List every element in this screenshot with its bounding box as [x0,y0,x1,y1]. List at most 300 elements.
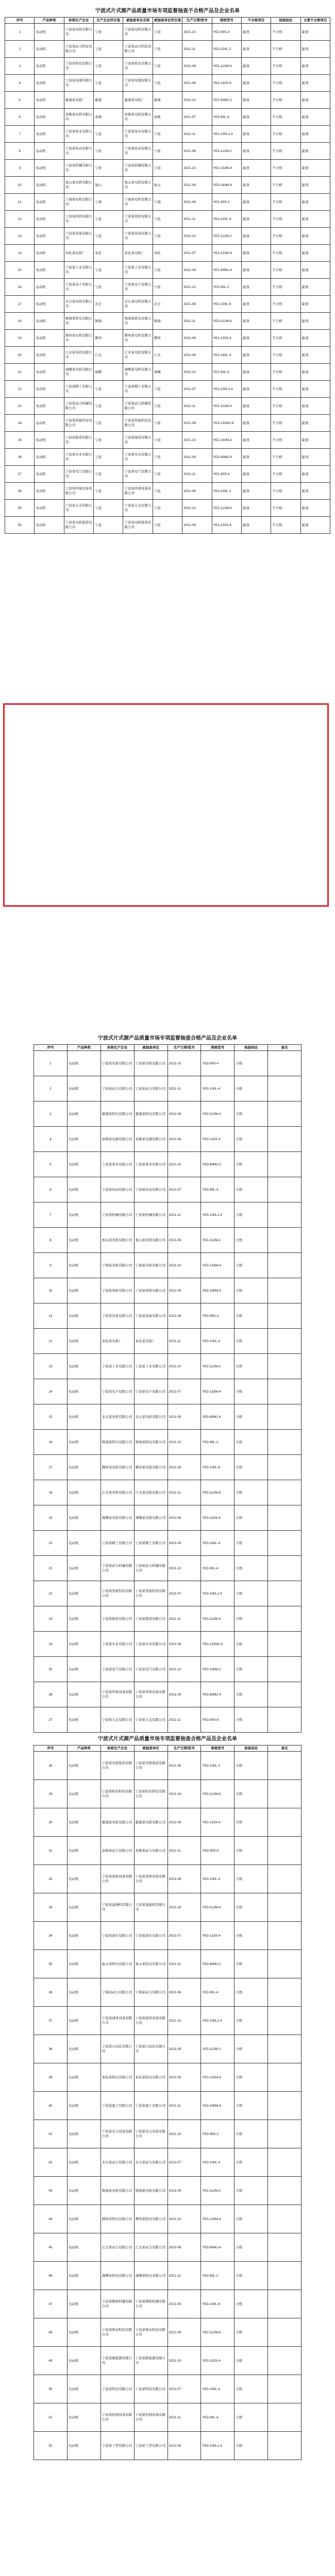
table-cell: 不合格 [271,415,300,432]
table-cell: 15 [5,262,35,279]
table-cell: 不合格 [271,279,300,296]
table-cell: 6 [34,1177,68,1202]
table-cell: YE2-90S-4 [212,24,241,41]
table-cell: 电动机 [67,2233,100,2262]
table-cell: YE3-90S-6 [201,1707,234,1733]
table-cell: 电动机 [67,1278,100,1303]
table-row [34,2318,301,2347]
table-cell: 2021-06 [167,1752,201,1780]
table-cell: 奉化 [94,245,123,262]
table-cell [268,2318,301,2347]
table-cell: 45 [34,2233,68,2262]
table-cell: YE3-132S-4 [201,1127,234,1152]
table-cell: 2021-10 [167,1253,201,1278]
table-cell: 不合格 [271,92,300,109]
table-cell: 象山某电机有限公司 [134,1228,167,1253]
table-cell: 余姚 [94,109,123,126]
table-cell: 电动机 [67,2432,100,2460]
table-cell: 2021-10 [182,160,212,177]
table-cell [268,2035,301,2063]
table-row [5,347,330,364]
table-cell: 2021-09 [167,1404,201,1430]
table-cell: 14 [34,1379,68,1404]
table-cell [268,2262,301,2290]
table-cell: 宁波某电机有限公司 [64,24,93,41]
table-cell: 26 [34,1682,68,1707]
table-cell: 宁波某重工有限公司 [134,2092,167,2120]
table-cell: 合格 [234,2035,268,2063]
table-cell: 宁波某精工有限公司 [64,381,93,398]
table-cell: 宁波某减速机有限公司 [100,1893,134,1922]
table-cell: YE3-90S-2 [201,1303,234,1329]
table-cell: 电动机 [67,1707,100,1733]
table-cell: 2021-08 [182,194,212,211]
table-cell: 宁波某精工有限公司 [100,1531,134,1556]
table-cell: YE3-100L1-4 [201,1202,234,1228]
table-row [5,466,330,483]
table-cell: 不合格 [271,211,300,228]
table-cell: 宁波某环保设备有限公司 [64,483,93,500]
table-cell: 宁波某驱动科技有限公司 [100,2318,134,2347]
table-cell: 电动机 [35,58,64,75]
table-row [34,1076,301,1101]
table-cell: YE3-112M-2 [201,2035,234,2063]
table-cell: 宁波某泵业有限公司 [134,1152,167,1177]
table-cell: 8 [5,143,35,160]
table-cell: 电动机 [67,1978,100,2007]
table-row [34,1051,301,1076]
table-cell: 1 [5,24,35,41]
table-cell: 宁波某电机制造有限公司 [134,1752,167,1780]
table-cell: 能效 [300,194,330,211]
table-cell: 北仑 [94,296,123,313]
table-cell: 电动机 [67,1780,100,1808]
table-cell: 能效 [241,500,271,517]
table-cell: 余姚 [153,109,182,126]
table-row [5,517,330,534]
table-cell: 宁波 [94,75,123,92]
table-row [34,1430,301,1455]
table-cell: 12 [5,211,35,228]
column-header: 被抽查单位 [134,1745,167,1752]
table-cell: 32 [34,1865,68,1893]
table-cell [268,1978,301,2007]
table-cell: YE2-100L1-4 [212,126,241,143]
table-cell: 2021-09 [167,1101,201,1127]
table-cell: 能效 [300,262,330,279]
table-cell: 2021-10 [167,1430,201,1455]
table-cell: 宁波某电子有限公司 [100,1379,134,1404]
table-row [34,2375,301,2403]
table-cell: 宁波某五金有限公司 [123,500,153,517]
table-cell: 宁波某电机有限公司 [123,24,153,41]
column-header: 备注 [268,1745,301,1752]
table-cell: 宁波某减速机有限公司 [134,1893,167,1922]
table-cell: 电动机 [35,330,64,347]
table-cell: 宁波某机电科技有限公司 [100,1780,134,1808]
table-cell: 能效 [300,313,330,330]
table-row [34,1379,301,1404]
table-cell [268,2375,301,2403]
table-cell: YE2-132S-4 [212,330,241,347]
table-row [34,2120,301,2148]
table-cell: 22 [34,1581,68,1606]
table-cell: 合格 [234,1354,268,1379]
table-cell: 2021-09 [182,449,212,466]
table-row [34,1657,301,1682]
table-cell [268,1657,301,1682]
table-cell: 北仑某电机有限公司 [64,296,93,313]
table-cell: 不合格 [271,177,300,194]
table-cell: 电动机 [67,1430,100,1455]
table-row [34,2403,301,2432]
section-qualified-2 [0,1731,335,2460]
table-cell: 2021-07 [167,1177,201,1202]
table-cell: 宁波某机械有限公司 [100,1202,134,1228]
table-cell: 2021-07 [167,1379,201,1404]
table-cell: 能效 [241,296,271,313]
table-cell: 宁波某控制设备有限公司 [100,2403,134,2432]
table-cell: 海曙某机电有限公司 [134,2262,167,2290]
table-cell: 宁波某电子有限公司 [134,1379,167,1404]
table-cell: 合格 [234,2063,268,2092]
table-cell: 能效 [241,517,271,534]
table-cell: 宁波某制造有限公司 [123,432,153,449]
table-cell: YE3-90L-4 [201,2403,234,2432]
table-row [34,2290,301,2318]
table-cell: 宁波某工贸有限公司 [100,2432,134,2460]
table-cell: 不合格 [271,245,300,262]
table-cell: 宁波 [153,228,182,245]
table-cell: 电动机 [35,194,64,211]
table-cell: YE3-100L1-4 [201,2007,234,2035]
table-row [34,2007,301,2035]
column-header: 被抽查单位 [134,1045,167,1051]
table-cell: 合格 [234,1707,268,1733]
table-cell: 宁波某动力机械有限公司 [100,1556,134,1581]
table-cell: 宁波 [94,449,123,466]
table-cell: 宁波某精工有限公司 [134,1531,167,1556]
table-cell: 电动机 [35,262,64,279]
table-cell [268,1101,301,1127]
table-cell: 慈溪某电机厂 [64,92,93,109]
table-cell: 慈溪某电机有限公司 [100,1808,134,1837]
table-cell: 43 [34,2177,68,2205]
table-cell: 27 [5,466,35,483]
table-cell: 电动机 [67,1581,100,1606]
table-cell: YE2-112M-4 [212,58,241,75]
table-cell: 不合格 [271,398,300,415]
table-cell: 电动机 [67,2318,100,2347]
table-cell: 15 [34,1404,68,1430]
table-row [34,1127,301,1152]
table-cell [268,1581,301,1606]
table-cell [268,1278,301,1303]
table-cell: 能效 [241,92,271,109]
table-cell: 合格 [234,1893,268,1922]
table-cell [268,2347,301,2375]
table-cell: YE3-132M-4 [201,1379,234,1404]
table-cell: 奉化某电机厂 [123,245,153,262]
table-cell [268,1893,301,1922]
table-cell: YE3-112M-2 [201,2177,234,2205]
table-cell: 电动机 [35,109,64,126]
table-cell: 奉化某电机厂 [134,1329,167,1354]
table-cell: 电动机 [35,160,64,177]
table-cell: 宁波某五金有限公司 [64,500,93,517]
table-cell: YE3-132M1-6 [201,1632,234,1657]
table-cell: 电动机 [67,2375,100,2403]
table-cell: 2021-10 [182,279,212,296]
table-cell: 2021-07 [167,1922,201,1950]
table-cell: 宁波 [153,262,182,279]
table-cell: YE3-100L-4 [201,1329,234,1354]
table-cell: 余姚某电机有限公司 [123,109,153,126]
table-cell: 北仑某动力有限公司 [100,2148,134,2177]
table-cell: 10 [5,177,35,194]
table-cell: 宁波 [94,211,123,228]
table-cell [268,1606,301,1632]
table-cell: 不合格 [271,109,300,126]
table-cell: 合格 [234,2290,268,2318]
table-cell [268,1556,301,1581]
table-cell: 电动机 [67,2120,100,2148]
table-cell: 46 [34,2262,68,2290]
table-cell: 宁波 [153,398,182,415]
table-row [5,398,330,415]
table-cell [268,1837,301,1865]
table-cell: 奉化 [153,245,182,262]
table-row [5,24,330,41]
table-cell: YE3-132S-4 [201,2347,234,2375]
table-cell: 28 [5,483,35,500]
table-row [5,449,330,466]
table-row [34,1253,301,1278]
table-cell: 2021-11 [167,1202,201,1228]
table-cell: 2021-09 [167,1531,201,1556]
table-cell: 电动机 [67,1682,100,1707]
table-row [34,1950,301,1978]
column-header: 产品种类 [35,18,64,24]
table-cell: 慈溪某机电有限公司 [134,1101,167,1127]
table-cell: 鄞州某电机有限公司 [100,1455,134,1480]
table-row [34,2035,301,2063]
column-header: 备注 [268,1045,301,1051]
table-cell: 宁波 [153,160,182,177]
column-header: 生产日期/批号 [167,1745,201,1752]
table-cell: 电动机 [67,1228,100,1253]
table-cell: 镇海某机电有限公司 [123,313,153,330]
table-row [5,211,330,228]
table-cell: 2021-09 [182,517,212,534]
table-cell: 宁波 [153,381,182,398]
table-cell: 电动机 [67,1556,100,1581]
table-cell: 10 [34,1278,68,1303]
table-cell: 21 [34,1556,68,1581]
table-cell: 合格 [234,2148,268,2177]
table-cell: 宁波某设备有限公司 [64,228,93,245]
table-cell: 宁波某制造有限公司 [134,1606,167,1632]
table-cell: 能效 [300,143,330,160]
table-cell: 电动机 [67,1455,100,1480]
table-cell: 宁波某自动化有限公司 [134,2035,167,2063]
table-row [34,1228,301,1253]
table-cell: 电动机 [35,92,64,109]
table-row [5,126,330,143]
section-qualified-1 [0,1030,335,1733]
table-cell: 宁波某环保设备有限公司 [100,1682,134,1707]
table-cell: 合格 [234,1682,268,1707]
table-cell: 5 [5,92,35,109]
table-cell [268,2092,301,2120]
table-cell [268,2290,301,2318]
table-cell: 合格 [234,1177,268,1202]
table-cell: 8 [34,1228,68,1253]
column-header: 标称生产企业 [100,1045,134,1051]
table-cell: 宁波某工业有限公司 [123,262,153,279]
table-cell: 宁波某电力设备有限公司 [134,2120,167,2148]
table-cell: 宁波某设备有限公司 [123,228,153,245]
table-cell: 宁波某精工有限公司 [123,381,153,398]
table-cell: YE3-160L-4 [201,1531,234,1556]
table-cell: 电动机 [67,1152,100,1177]
table-cell: 电动机 [35,41,64,58]
table-cell [268,1707,301,1733]
column-header: 检验结论 [234,1045,268,1051]
table-cell: 电动机 [35,296,64,313]
table-cell: 39 [34,2063,68,2092]
table-cell: 19 [34,1505,68,1531]
table-cell: 宁波某制造有限公司 [100,1606,134,1632]
table-cell: 电动机 [67,1865,100,1893]
table-cell: 13 [34,1354,68,1379]
table-row [34,1202,301,1228]
table-cell: 宁波某泵业有限公司 [100,1152,134,1177]
table-cell: 余姚某电器有限公司 [100,1127,134,1152]
table-cell: YE3-132M1-6 [212,415,241,432]
table-cell: YE3-90L-2 [201,1430,234,1455]
table-cell: 江北某动力有限公司 [100,2233,134,2262]
table-cell: 不合格 [271,160,300,177]
table-row [34,1455,301,1480]
table-cell: 宁波某通风设备有限公司 [134,2007,167,2035]
table-cell: 不合格 [271,126,300,143]
table-cell: 电动机 [67,1127,100,1152]
column-header: 主要不合格项目 [300,18,330,24]
table-cell: YE3-112M-6 [201,1780,234,1808]
table-cell: 电动机 [67,1303,100,1329]
table-cell: 余姚某动力有限公司 [100,1837,134,1865]
column-header: 产品种类 [67,1045,100,1051]
table-cell: 不合格 [271,364,300,381]
table-cell: YE3-112M-4 [201,1893,234,1922]
table-cell: 不合格 [271,313,300,330]
table-cell: 20 [5,347,35,364]
table-cell: 镇海 [94,313,123,330]
table-cell: 宁波某自动化有限公司 [100,2035,134,2063]
table-cell: 2021-06 [167,2290,201,2318]
table-cell [268,2432,301,2460]
table-cell: 2021-11 [167,1076,201,1101]
table-cell: 2021-07 [182,109,212,126]
table-cell: 2021-08 [167,2432,201,2460]
table-cell: 2021-11 [167,1480,201,1505]
table-row [34,1505,301,1531]
table-cell: 合格 [234,2007,268,2035]
table-cell: 宁波 [153,483,182,500]
table-cell: 2021-06 [182,143,212,160]
table-cell: 电动机 [67,2063,100,2092]
table-cell: YE3-80M2-4 [201,1682,234,1707]
table-cell: 合格 [234,2092,268,2120]
table-cell: 2021-09 [167,1682,201,1707]
table-cell: 宁波 [153,75,182,92]
column-header: 产品种类 [67,1745,100,1752]
table-cell: 宁波某传动有限公司 [100,1177,134,1202]
table-cell: 2021-10 [182,432,212,449]
column-header: 生产日期/批号 [182,18,212,24]
table-cell: 电动机 [67,1354,100,1379]
table-row [34,1354,301,1379]
table-header-row [34,1745,301,1752]
table-cell: 宁波某环保设备有限公司 [123,483,153,500]
table-cell: 宁波 [94,228,123,245]
table-cell: 37 [34,2007,68,2035]
table-cell: 26 [5,449,35,466]
table-cell: 2021-11 [182,211,212,228]
table-cell: 25 [5,432,35,449]
table-cell: 宁波某流体设备有限公司 [100,1865,134,1893]
table-cell: 2021-10 [182,364,212,381]
table-cell: 鄞州某电机有限公司 [123,330,153,347]
table-cell: 宁波 [153,211,182,228]
table-cell: 象山 [94,177,123,194]
table-cell: 2021-07 [182,245,212,262]
table-cell: 16 [34,1430,68,1455]
table-cell: 宁波某电气有限公司 [100,1657,134,1682]
table-cell: 合格 [234,2120,268,2148]
table-cell: 电动机 [67,2403,100,2432]
table-cell: 宁波某实业有限公司 [64,449,93,466]
table-cell: 宁波某机电科技有限公司 [134,1780,167,1808]
table-cell: YE3-90S-4 [201,1051,234,1076]
table-cell [268,1379,301,1404]
table-cell: 电动机 [67,1480,100,1505]
table-cell: 宁波某电机制造有限公司 [100,1752,134,1780]
table-cell: 2021-10 [167,1893,201,1922]
table-cell: YE3-112M-6 [201,1480,234,1505]
table-cell: 慈溪某电机厂 [123,92,153,109]
table-cell: 宁波 [94,415,123,432]
table-cell: 电动机 [35,228,64,245]
table-cell: 宁波某控制设备有限公司 [134,2403,167,2432]
table-cell: 19 [5,330,35,347]
table-cell: YE3-80M1-4 [201,2233,234,2262]
table-cell: 象山某电机有限公司 [64,177,93,194]
table-cell: 宁波某电机有限公司 [134,1051,167,1076]
table-cell: 7 [5,126,35,143]
table-cell: 能效 [241,415,271,432]
table-row [5,58,330,75]
table-cell: 象山某机电有限公司 [134,1950,167,1978]
table-cell: 电动机 [35,415,64,432]
table-cell: YE3-100L-4 [201,1076,234,1101]
table-cell [268,1505,301,1531]
table-cell: 能效 [300,483,330,500]
table-cell [268,1632,301,1657]
table-cell: 宁波某电机有限公司 [100,1051,134,1076]
table-cell: 宁波某风机有限公司 [64,211,93,228]
